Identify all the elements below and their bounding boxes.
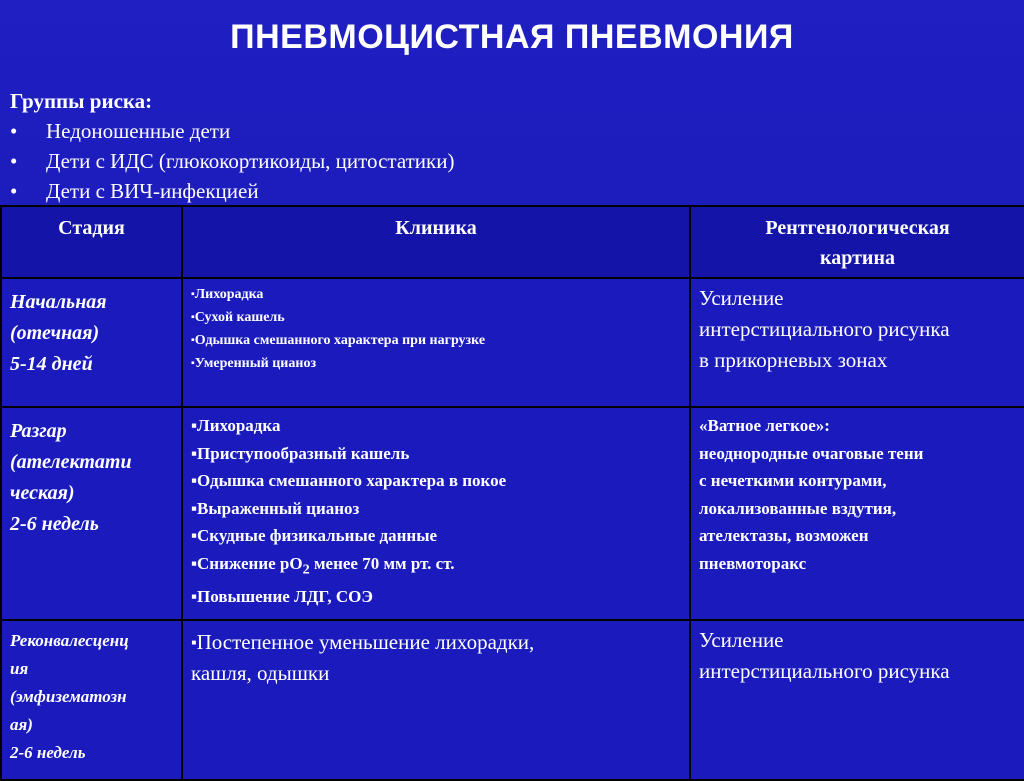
stage-line: 2-6 недель — [10, 742, 86, 762]
clinic-cell — [182, 407, 690, 620]
xray-line: интерстициального рисунка — [699, 658, 950, 683]
xray-line: неоднородные очаговые тени — [699, 443, 924, 463]
xray-line: с нечеткими контурами, — [699, 471, 887, 490]
list-item: ▪Постепенное уменьшение лихорадки, — [191, 629, 535, 654]
header-xray-line: Рентгенологическая — [765, 217, 950, 239]
list-item: ▪Снижение $рО_2$ менее 70 мм рт. ст. — [191, 553, 455, 577]
header-clinic: Клиника — [182, 206, 690, 278]
square-bullet-icon: ▪ — [191, 587, 198, 607]
list-item: ▪Выраженный цианоз — [191, 498, 360, 518]
square-bullet-icon: ▪ — [191, 471, 198, 490]
list-item: ▪Одышка смешанного характера в покое — [191, 471, 507, 490]
page-title: ПНЕВМОЦИСТНАЯ ПНЕВМОНИЯ — [230, 18, 794, 56]
stage-line: (ателектати — [10, 451, 132, 473]
stage-line: 5-14 дней — [10, 353, 93, 375]
risk-groups-heading: Группы риска: — [10, 89, 153, 113]
square-bullet-icon: ▪ — [191, 553, 198, 573]
stage-cell — [1, 407, 182, 620]
list-item: ▪Приступообразный кашель — [191, 443, 410, 463]
risk-group-label: Дети с ИДС (глюкокортикоиды, цитостатики) — [46, 149, 455, 173]
bullet-icon: • — [10, 119, 18, 143]
list-item: ▪Одышка смешанного характера при нагрузке — [191, 333, 486, 349]
list-item: ▪Сухой кашель — [191, 310, 285, 326]
list-item: ▪Повышение ЛДГ, СОЭ — [191, 587, 373, 607]
stages-table — [0, 205, 1024, 781]
stage-line: (отечная) — [10, 322, 100, 344]
xray-line: ателектазы, возможен — [699, 526, 869, 545]
table-header-row — [1, 206, 1024, 278]
stage-cell — [1, 278, 182, 407]
xray-line: интерстициального рисунка — [699, 317, 950, 341]
risk-group-label: Недоношенные дети — [46, 119, 231, 143]
risk-groups — [10, 86, 454, 206]
xray-line: Усиление — [699, 627, 784, 652]
risk-group-item — [10, 146, 454, 176]
risk-group-label: Дети с ВИЧ-инфекцией — [46, 179, 259, 203]
list-item: ▪Умеренный цианоз — [191, 356, 317, 372]
table-row — [1, 620, 1024, 780]
xray-cell — [690, 620, 1024, 780]
stage-line: Начальная — [10, 291, 107, 313]
square-bullet-icon: ▪ — [191, 358, 195, 370]
stage-line: ая) — [10, 714, 33, 734]
stage-cell — [1, 620, 182, 780]
stage-line: ческая) — [10, 482, 75, 504]
square-bullet-icon: ▪ — [191, 335, 195, 347]
stage-line: ия — [10, 658, 29, 678]
table-row — [1, 407, 1024, 620]
xray-line: в прикорневых зонах — [699, 348, 888, 372]
square-bullet-icon: ▪ — [191, 634, 197, 652]
header-xray-line: картина — [820, 247, 895, 269]
list-item: ▪Скудные физикальные данные — [191, 526, 438, 545]
bullet-icon: • — [10, 179, 18, 203]
square-bullet-icon: ▪ — [191, 289, 195, 300]
table-row — [1, 278, 1024, 407]
stage-line: 2-6 недель — [10, 513, 99, 535]
xray-cell — [690, 278, 1024, 407]
xray-cell — [690, 407, 1024, 620]
header-xray — [690, 206, 1024, 278]
clinic-cell — [182, 278, 690, 407]
risk-group-item — [10, 116, 454, 146]
square-bullet-icon: ▪ — [191, 498, 198, 518]
bullet-icon: • — [10, 149, 18, 173]
xray-line: пневмоторакс — [699, 553, 807, 573]
list-item: ▪Лихорадка — [191, 416, 281, 435]
stage-line: Разгар — [10, 420, 67, 442]
stage-line: (эмфизематозн — [10, 686, 127, 706]
xray-line: локализованные вздутия, — [699, 498, 897, 518]
square-bullet-icon: ▪ — [191, 526, 198, 545]
list-item: ▪Лихорадка — [191, 287, 264, 303]
square-bullet-icon: ▪ — [191, 312, 195, 324]
square-bullet-icon: ▪ — [191, 416, 198, 435]
stage-line: Реконвалесценц — [10, 630, 129, 650]
clinic-cell — [182, 620, 690, 780]
list-item-continuation: кашля, одышки — [191, 661, 330, 686]
xray-line: Усиление — [699, 286, 784, 310]
header-stage: Стадия — [1, 206, 182, 278]
xray-line: «Ватное легкое»: — [699, 416, 830, 435]
square-bullet-icon: ▪ — [191, 443, 198, 463]
risk-group-item — [10, 176, 454, 206]
